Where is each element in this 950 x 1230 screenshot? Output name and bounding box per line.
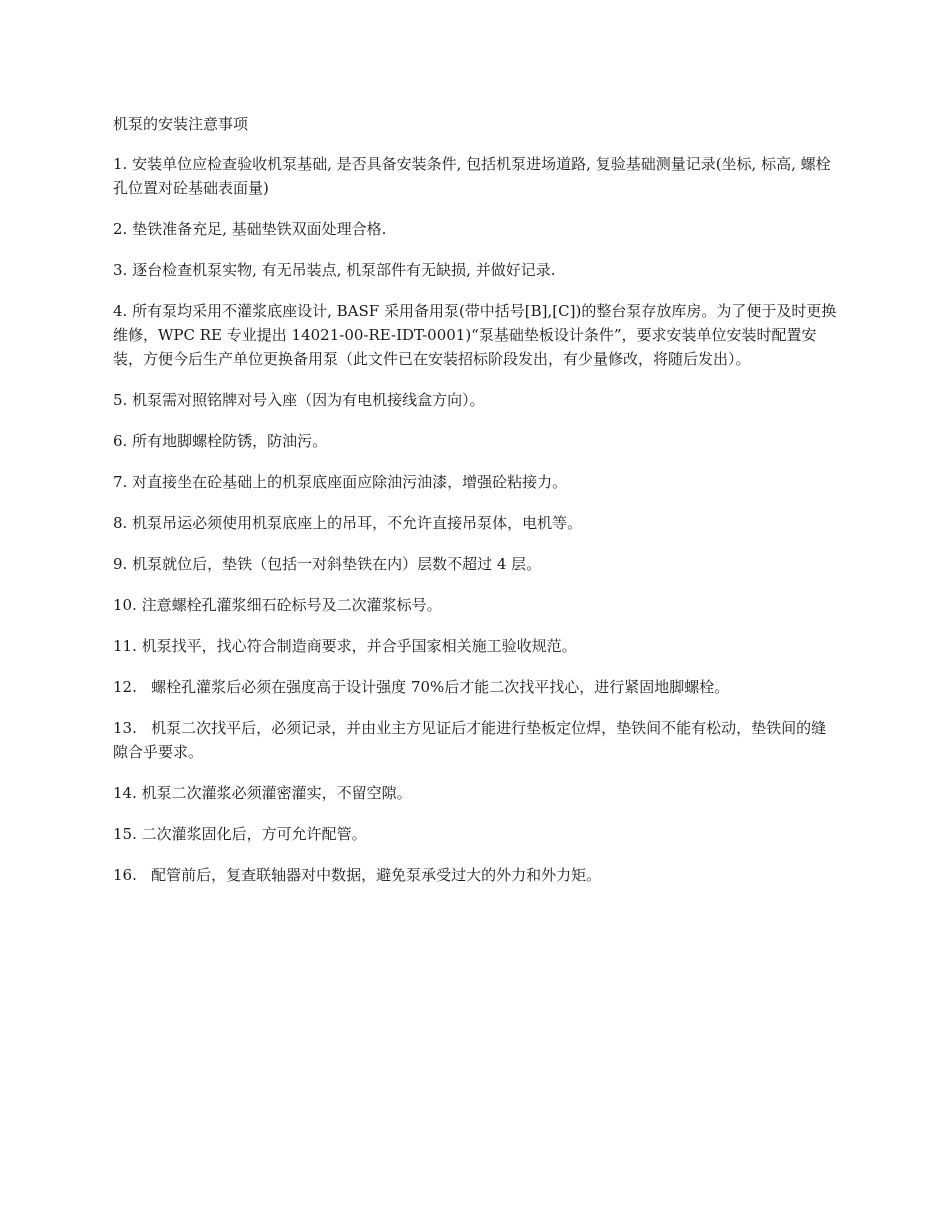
list-item: [113, 822, 838, 846]
item-number: 13.: [113, 719, 152, 737]
item-number: 1.: [113, 155, 133, 173]
list-item: [113, 152, 838, 200]
document-body: [113, 112, 838, 904]
item-number: 7.: [113, 473, 133, 491]
item-text: 逐台检查机泵实物, 有无吊装点, 机泵部件有无缺损, 并做好记录.: [132, 261, 556, 279]
item-text: 机泵二次找平后，必须记录，并由业主方见证后才能进行垫板定位焊，垫铁间不能有松动，垫铁间的缝隙合乎要求。: [113, 719, 827, 761]
item-text: 安装单位应检查验收机泵基础, 是否具备安装条件, 包括机泵进场道路, 复验基础测量记录(坐标, 标高, 螺栓孔位置对砼基础表面量): [113, 155, 831, 197]
list-item: [113, 552, 838, 576]
item-number: 9.: [113, 555, 133, 573]
list-item: [113, 217, 838, 241]
list-item: [113, 511, 838, 535]
item-number: 8.: [113, 514, 133, 532]
list-item: [113, 675, 838, 699]
item-number: 12.: [113, 678, 152, 696]
item-text: 配管前后，复查联轴器对中数据，避免泵承受过大的外力和外力矩。: [151, 866, 602, 884]
item-text: 机泵找平，找心符合制造商要求，并合乎国家相关施工验收规范。: [141, 637, 577, 655]
item-text: 机泵二次灌浆必须灌密灌实，不留空隙。: [141, 784, 412, 802]
item-number: 11.: [113, 637, 142, 655]
item-text: 二次灌浆固化后，方可允许配管。: [141, 825, 367, 843]
list-item: [113, 429, 838, 453]
item-number: 15.: [113, 825, 142, 843]
item-number: 5.: [113, 391, 133, 409]
item-number: 2.: [113, 220, 133, 238]
item-text: 所有泵均采用不灌浆底座设计, BASF 采用备用泵(带中括号[B],[C])的整台泵存放库房。为了便于及时更换维修，WPC RE 专业提出 14021-00-RE-IDT-0001)“泵基础垫板设计条件”，要求安装单位安装时配置安装，方便今后生产单位更换备用泵（此文件已在安装招标阶段发出，有少量修改，将随后发出）。: [113, 302, 837, 368]
notice-list: [113, 152, 838, 887]
document-title: 机泵的安装注意事项: [113, 115, 249, 133]
item-number: 6.: [113, 432, 133, 450]
item-number: 3.: [113, 261, 133, 279]
list-item: [113, 781, 838, 805]
list-item: [113, 634, 838, 658]
item-number: 4.: [113, 302, 133, 320]
item-text: 注意螺栓孔灌浆细石砼标号及二次灌浆标号。: [141, 596, 442, 614]
item-number: 14.: [113, 784, 142, 802]
list-item: [113, 470, 838, 494]
item-text: 机泵就位后，垫铁（包括一对斜垫铁在内）层数不超过 4 层。: [132, 555, 542, 573]
list-item: [113, 299, 838, 371]
list-item: [113, 593, 838, 617]
item-text: 垫铁准备充足, 基础垫铁双面处理合格.: [132, 220, 387, 238]
item-text: 对直接坐在砼基础上的机泵底座面应除油污油漆，增强砼粘接力。: [132, 473, 568, 491]
list-item: [113, 258, 838, 282]
list-item: [113, 863, 838, 887]
item-text: 机泵需对照铭牌对号入座（因为有电机接线盒方向）。: [132, 391, 485, 409]
item-text: 机泵吊运必须使用机泵底座上的吊耳，不允许直接吊泵体，电机等。: [132, 514, 583, 532]
list-item: [113, 388, 838, 412]
item-text: 螺栓孔灌浆后必须在强度高于设计强度 70%后才能二次找平找心，进行紧固地脚螺栓。: [151, 678, 730, 696]
list-item: [113, 716, 838, 764]
item-number: 16.: [113, 866, 152, 884]
item-number: 10.: [113, 596, 142, 614]
item-text: 所有地脚螺栓防锈，防油污。: [132, 432, 328, 450]
